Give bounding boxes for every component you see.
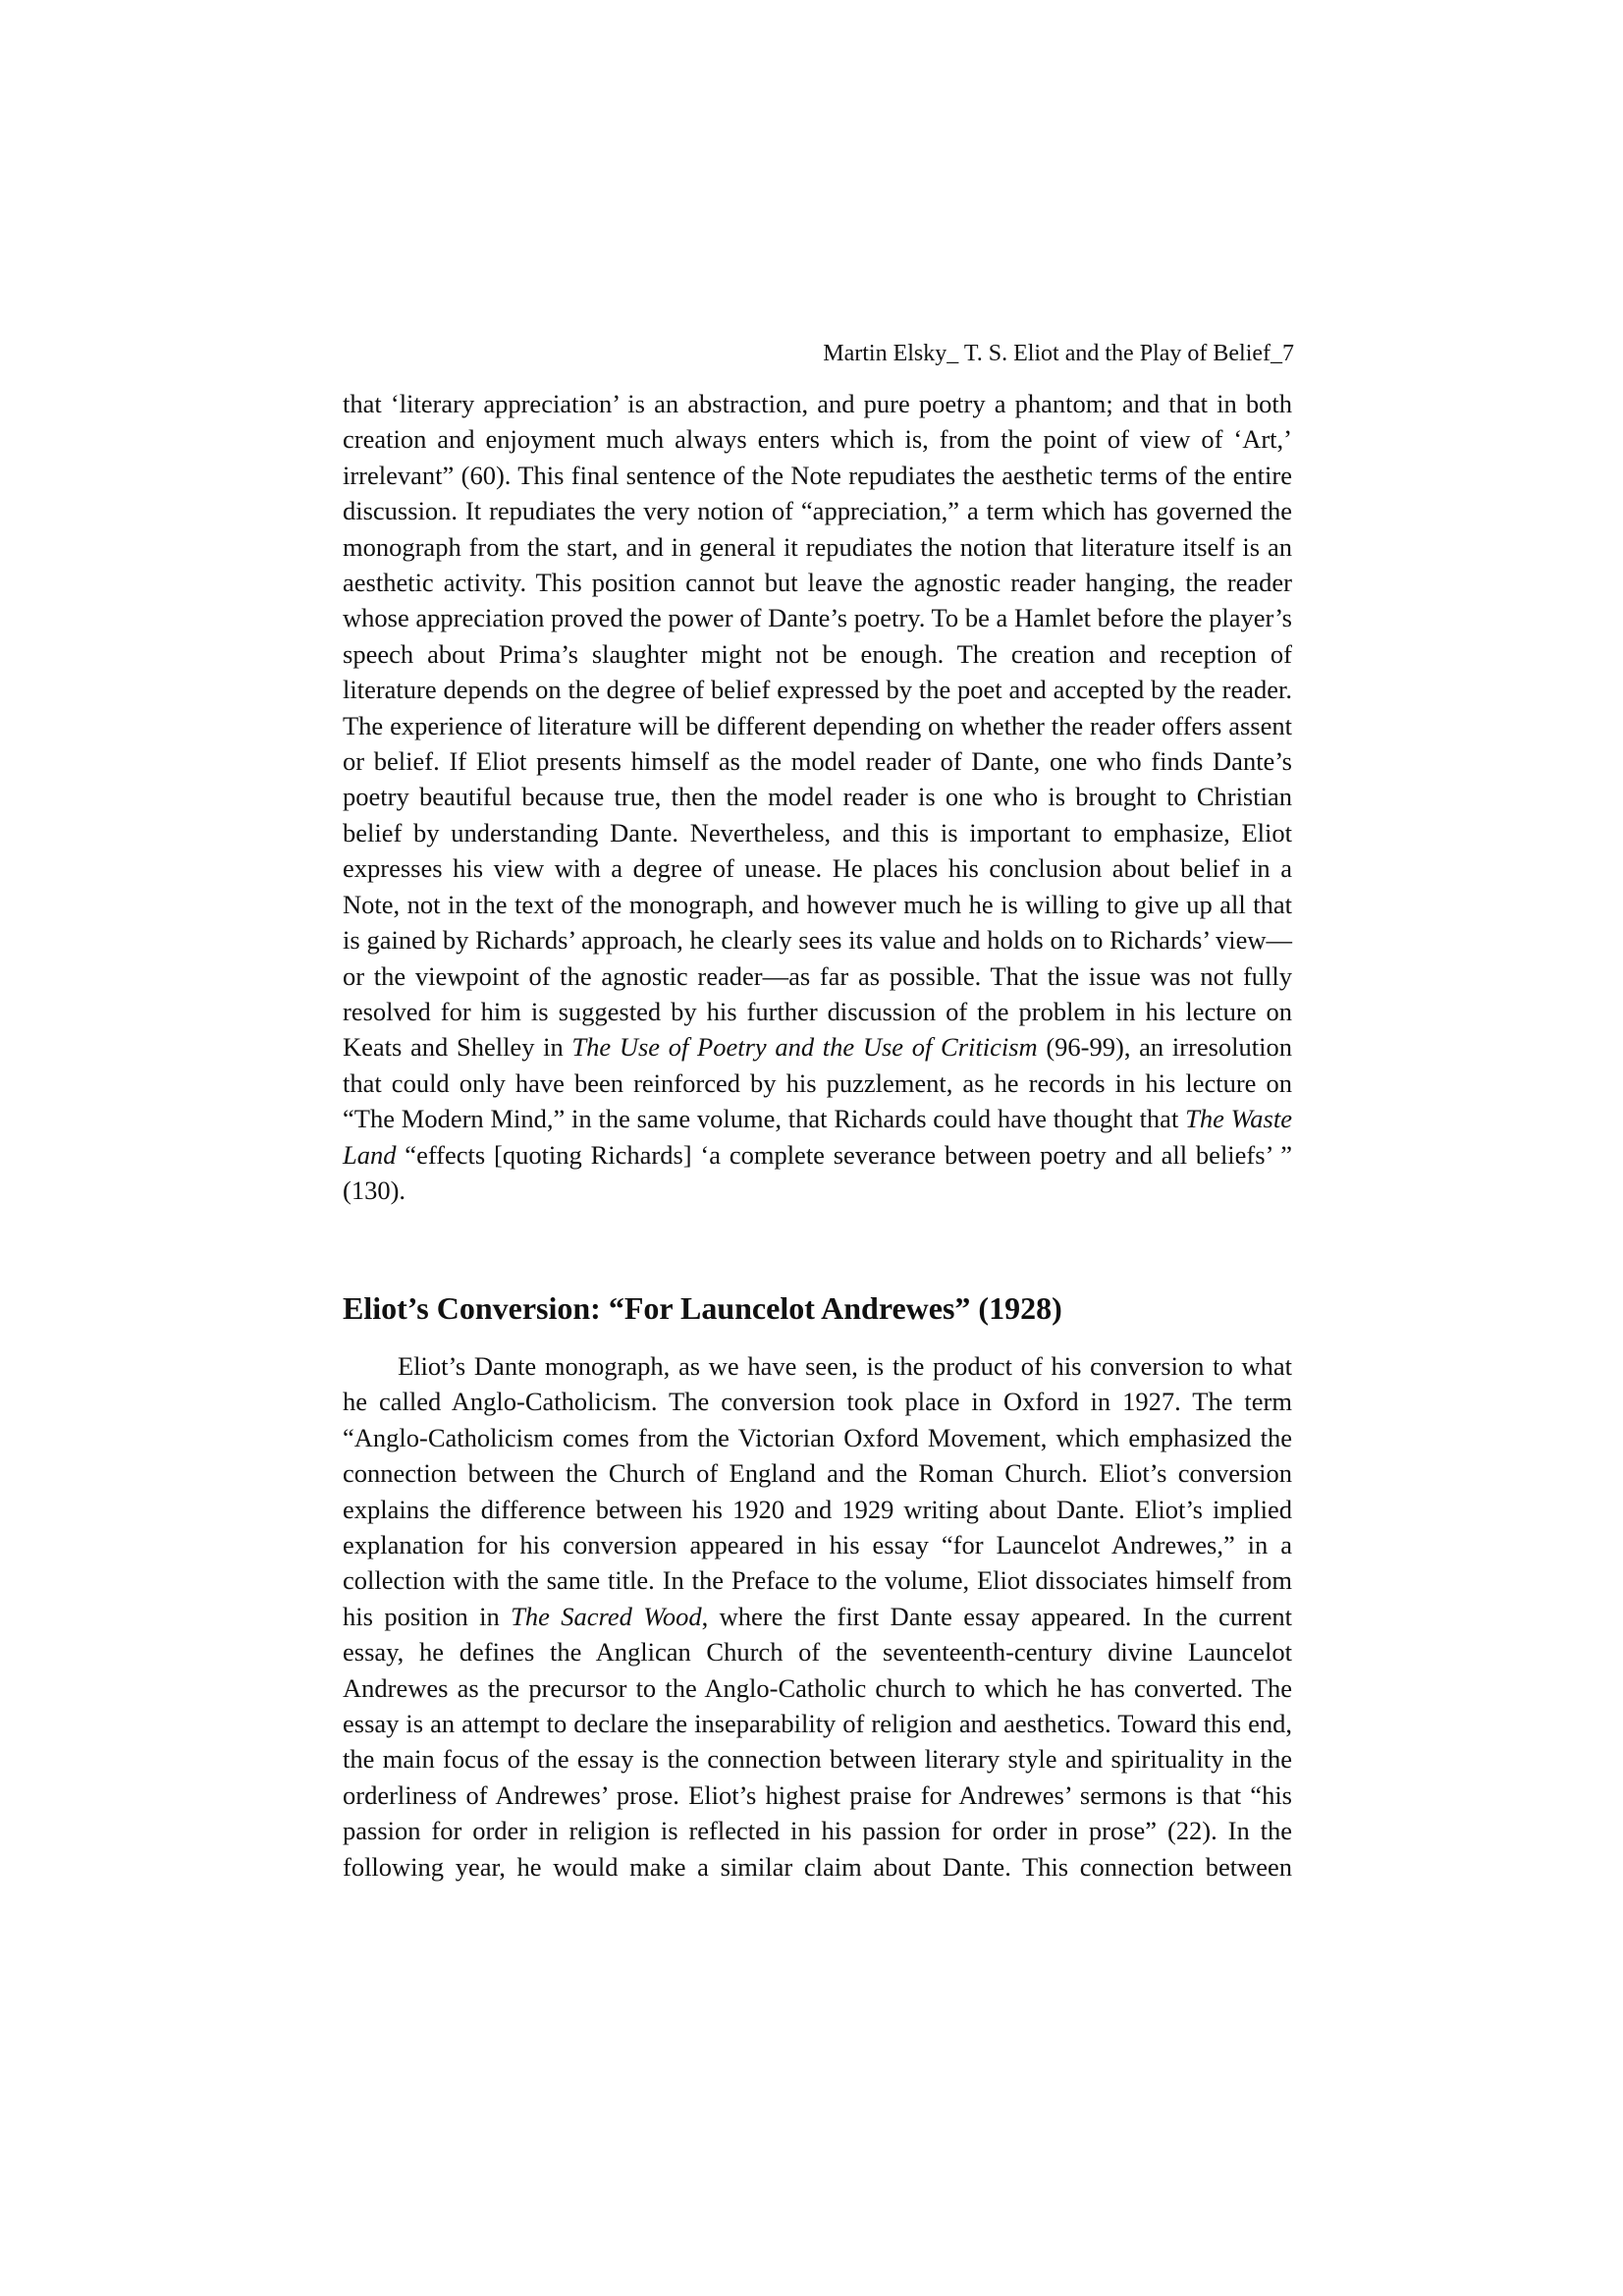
section-heading-block: [343, 1288, 1292, 1328]
body-paragraph-1: [343, 386, 1292, 1208]
section-heading: Eliot’s Conversion: “For Launcelot Andrewes” (1928): [343, 1290, 1062, 1326]
italic-title: The Sacred Wood: [511, 1601, 702, 1631]
running-head: Martin Elsky_ T. S. Eliot and the Play of Belief_7: [823, 341, 1294, 366]
text-run: , where the first Dante essay appeared. In the current essay, he defines the Anglican Church of the seventeenth-century divine Launcelot Andrewes as the precursor to the Anglo-Catholic church to which he has converted. The essay is an attempt to declare the inseparability of religion and aesthetics. Toward this end, the main focus of the essay is the connection between literary style and spirituality in the orderliness of Andrewes’ prose. Eliot’s highest praise for Andrewes’ sermons is that “his passion for order in religion is reflected in his passion for order in prose” (22). In the following year, he would make a similar claim about Dante. This connection between: [343, 1601, 1292, 1882]
text-run: that ‘literary appreciation’ is an abstraction, and pure poetry a phantom; and that in both creation and enjoyment much always enters which is, from the point of view of ‘Art,’ irrelevant” (60). This final sentence of the Note repudiates the aesthetic terms of the entire discussion. It repudiates the very notion of “appreciation,” a term which has governed the monograph from the start, and in general it repudiates the notion that literature itself is an aesthetic activity. This position cannot but leave the agnostic reader hanging, the reader whose appreciation proved the power of Dante’s poetry. To be a Hamlet before the player’s speech about Prima’s slaughter might not be enough. The creation and reception of literature depends on the degree of belief expressed by the poet and accepted by the reader. The experience of literature will be different depending on whether the reader offers assent or belief. If Eliot presents himself as the model reader of Dante, one who finds Dante’s poetry beautiful because true, then the model reader is one who is brought to Christian belief by understanding Dante. Nevertheless, and this is important to emphasize, Eliot expresses his view with a degree of unease. He places his conclusion about belief in a Note, not in the text of the monograph, and however much he is willing to give up all that is gained by Richards’ approach, he clearly sees its value and holds on to Richards’ view—or the viewpoint of the agnostic reader—as far as possible. That the issue was not fully resolved for him is suggested by his further discussion of the problem in his lecture on Keats and Shelley in: [343, 389, 1292, 1063]
text-run: Eliot’s Dante monograph, as we have seen, is the product of his conversion to what he called Anglo-Catholicism. The conversion took place in Oxford in 1927. The term “Anglo-Catholicism comes from the Victorian Oxford Movement, which emphasized the connection between the Church of England and the Roman Church. Eliot’s conversion explains the difference between his 1920 and 1929 writing about Dante. Eliot’s implied explanation for his conversion appeared in his essay “for Launcelot Andrewes,” in a collection with the same title. In the Preface to the volume, Eliot dissociates himself from his position in: [343, 1351, 1292, 1631]
italic-title: The Use of Poetry and the Use of Criticism: [571, 1032, 1038, 1063]
paragraph-continued: [343, 386, 1292, 1208]
italic-title: The Waste Land: [343, 1104, 1292, 1170]
text-run: (96-99), an irresolution that could only have been reinforced by his puzzlement, as he records in his lecture on “The Modern Mind,” in the same volume, that Richards could have thought that: [343, 1032, 1292, 1134]
section-body: [343, 1348, 1292, 1885]
text-run: “effects [quoting Richards] ‘a complete severance between poetry and all beliefs’ ” (130).: [343, 1139, 1292, 1205]
body-paragraph-2: [343, 1348, 1292, 1885]
